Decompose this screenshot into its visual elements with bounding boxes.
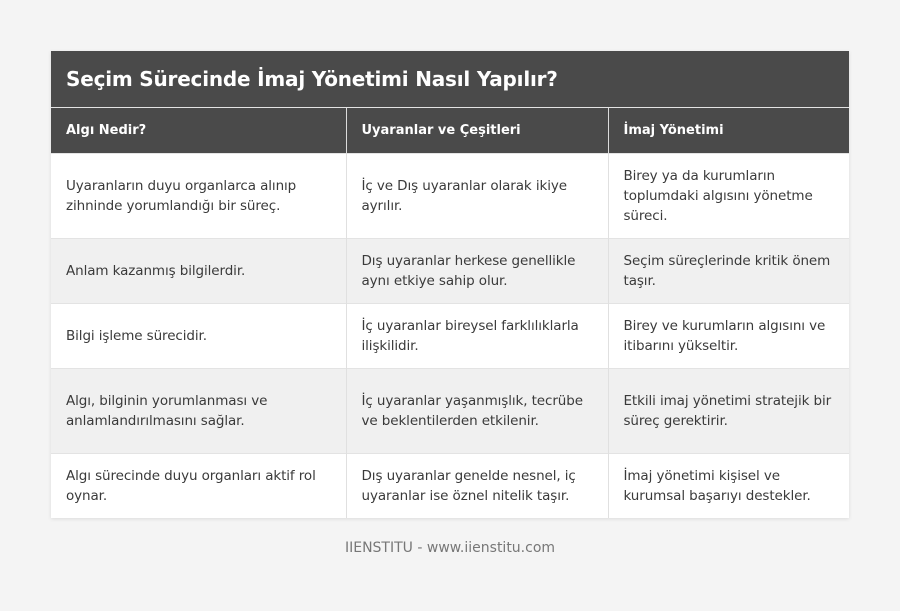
table-cell: Algı, bilginin yorumlanması ve anlamlandırılmasını sağlar.	[51, 368, 346, 453]
table-cell: Dış uyaranlar herkese genellikle aynı etkiye sahip olur.	[346, 238, 608, 303]
table-row	[51, 368, 849, 453]
table-card	[51, 51, 849, 518]
table-cell: İç ve Dış uyaranlar olarak ikiye ayrılır.	[346, 153, 608, 238]
table-cell: İç uyaranlar yaşanmışlık, tecrübe ve beklentilerden etkilenir.	[346, 368, 608, 453]
table-cell: Birey ve kurumların algısını ve itibarını yükseltir.	[608, 303, 849, 368]
title-bar	[51, 51, 849, 108]
table-row	[51, 303, 849, 368]
column-header-imaj: İmaj Yönetimi	[608, 108, 849, 153]
table-cell: İç uyaranlar bireysel farklılıklarla ilişkilidir.	[346, 303, 608, 368]
table-cell: Birey ya da kurumların toplumdaki algısını yönetme süreci.	[608, 153, 849, 238]
table-row	[51, 453, 849, 518]
table-cell: Etkili imaj yönetimi stratejik bir süreç gerektirir.	[608, 368, 849, 453]
table-cell: Anlam kazanmış bilgilerdir.	[51, 238, 346, 303]
table-cell: Seçim süreçlerinde kritik önem taşır.	[608, 238, 849, 303]
table-cell: Bilgi işleme sürecidir.	[51, 303, 346, 368]
header-row	[51, 108, 849, 153]
table-cell: Uyaranların duyu organlarca alınıp zihninde yorumlandığı bir süreç.	[51, 153, 346, 238]
table-body	[51, 153, 849, 518]
column-header-uyaranlar: Uyaranlar ve Çeşitleri	[346, 108, 608, 153]
table-cell: Algı sürecinde duyu organları aktif rol oynar.	[51, 453, 346, 518]
footer-credit: IIENSTITU - www.iienstitu.com	[344, 540, 556, 556]
table-header	[51, 108, 849, 153]
table-cell: Dış uyaranlar genelde nesnel, iç uyaranlar ise öznel nitelik taşır.	[346, 453, 608, 518]
table-row	[51, 153, 849, 238]
column-header-algi: Algı Nedir?	[51, 108, 346, 153]
table-cell: İmaj yönetimi kişisel ve kurumsal başarıyı destekler.	[608, 453, 849, 518]
info-table	[51, 108, 849, 518]
page-title: Seçim Sürecinde İmaj Yönetimi Nasıl Yapılır?	[66, 67, 558, 91]
table-row	[51, 238, 849, 303]
